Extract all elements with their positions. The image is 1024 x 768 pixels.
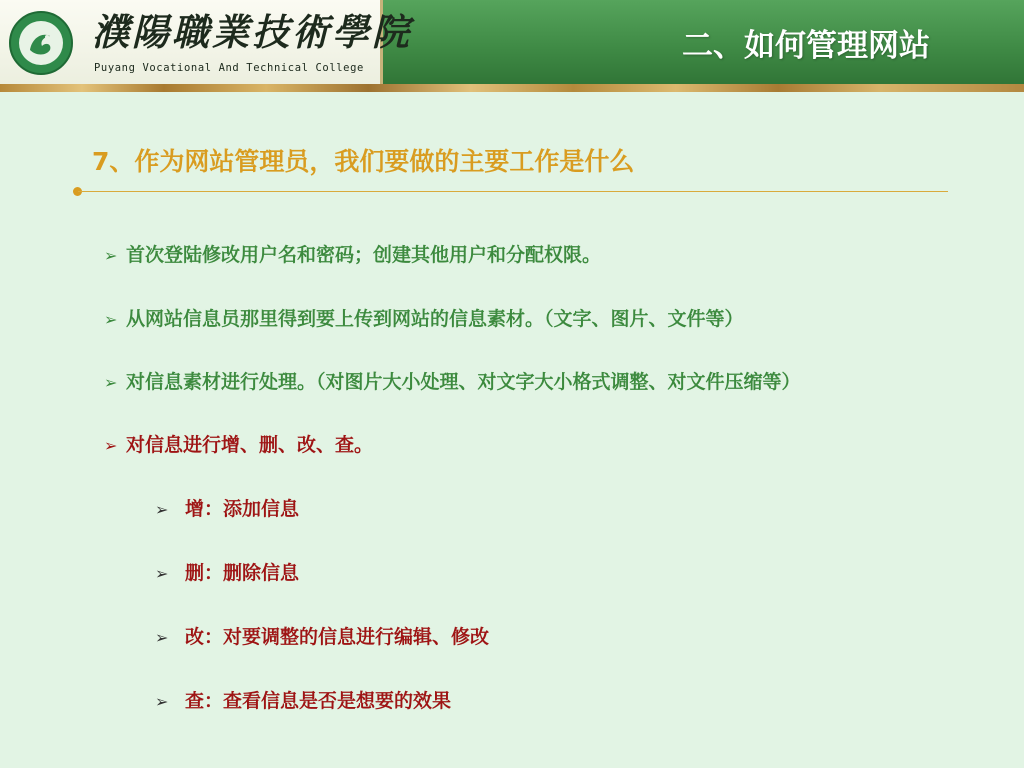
list-item [104,307,744,332]
list-item [155,561,299,586]
arrow-bullet-icon: ➢ [155,628,169,647]
list-item [104,243,601,268]
arrow-bullet-icon: ➢ [104,436,118,455]
list-item-text: 从网站信息员那里得到要上传到网站的信息素材。（文字、图片、文件等） [126,308,744,330]
arrow-bullet-icon: ➢ [104,310,118,329]
list-item-text: 改：对要调整的信息进行编辑、修改 [185,626,490,648]
list-item [104,370,801,395]
college-name-en: Puyang Vocational And Technical College [94,62,364,74]
arrow-bullet-icon: ➢ [155,500,169,519]
list-item [155,625,489,650]
list-item-text: 查：查看信息是否是想要的效果 [185,690,452,712]
header-gold-strip [0,84,1024,92]
header-bar [0,0,1024,88]
college-emblem-icon [8,10,74,76]
list-item-text: 首次登陆修改用户名和密码；创建其他用户和分配权限。 [126,244,602,266]
arrow-bullet-icon: ➢ [155,692,169,711]
arrow-bullet-icon: ➢ [155,564,169,583]
arrow-bullet-icon: ➢ [104,246,118,265]
college-name-cn: 濮陽職業技術學院 [92,10,412,54]
section-title: 二、如何管理网站 [682,28,930,64]
list-item [155,689,451,714]
list-item-text: 对信息素材进行处理。（对图片大小处理、对文字大小格式调整、对文件压缩等） [126,371,801,393]
arrow-bullet-icon: ➢ [104,373,118,392]
college-logo-panel [0,0,412,84]
list-item [155,497,299,522]
slide-title: 7、作为网站管理员，我们要做的主要工作是什么 [92,147,635,176]
list-item-text: 增：添加信息 [185,498,300,520]
title-rule [78,191,948,192]
list-item-text: 对信息进行增、删、改、查。 [126,434,374,456]
list-item [104,433,373,458]
list-item-text: 删：删除信息 [185,562,300,584]
